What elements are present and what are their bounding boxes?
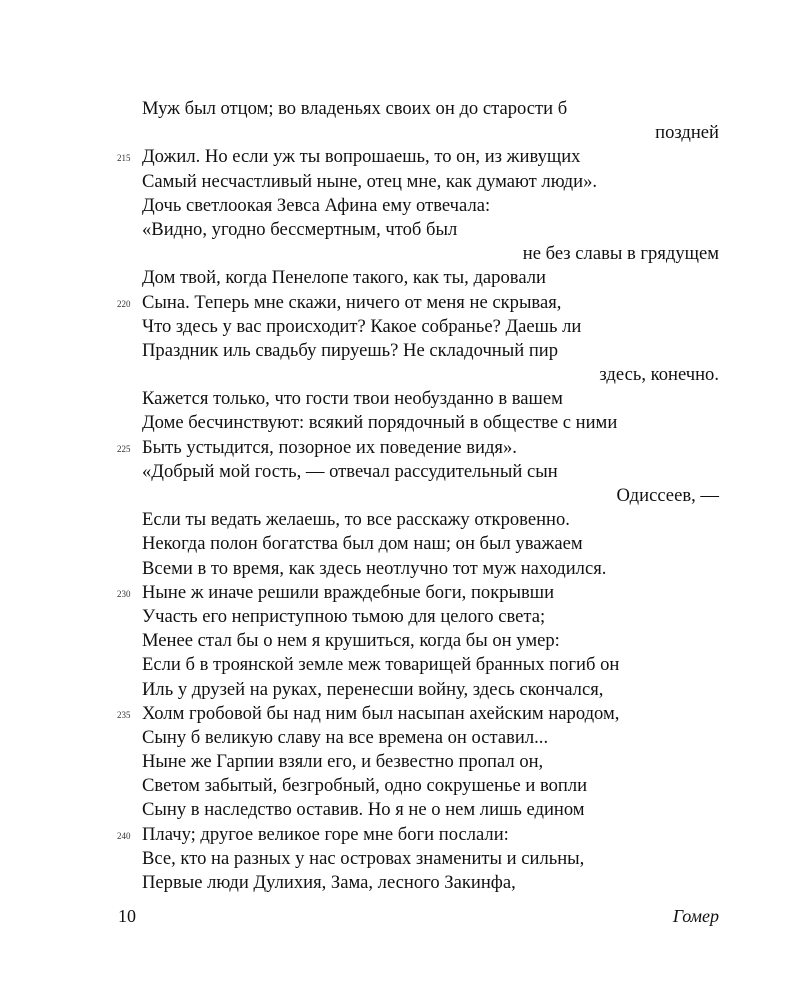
verse-line xyxy=(0,871,800,895)
verse-line xyxy=(0,460,800,484)
verse-line xyxy=(0,508,800,532)
verse-line xyxy=(0,823,800,847)
verse-text: Некогда полон богатства был дом наш; он был уважаем xyxy=(142,533,583,555)
verse-line xyxy=(0,750,800,774)
verse-text: здесь, конечно. xyxy=(599,364,719,386)
verse-line xyxy=(0,218,800,242)
verse-line xyxy=(0,436,800,460)
verse-text: Дожил. Но если уж ты вопрошаешь, то он, из живущих xyxy=(142,146,581,168)
line-number: 220 xyxy=(117,298,131,309)
verse-text: Первые люди Дулихия, Зама, лесного Закинфа, xyxy=(142,872,516,893)
verse-line xyxy=(0,411,800,435)
verse-text: Быть устыдится, позорное их поведение видя». xyxy=(142,436,517,458)
verse-text: Участь его неприступною тьмою для целого света; xyxy=(142,605,546,627)
verse-line xyxy=(0,170,800,194)
verse-line xyxy=(0,315,800,339)
running-head: Гомер xyxy=(672,906,719,926)
verse-line xyxy=(0,339,800,363)
verse-text: Если б в троянской земле меж товарищей бранных погиб он xyxy=(142,654,620,676)
verse-text: Что здесь у вас происходит? Какое собранье? Даешь ли xyxy=(142,315,582,337)
verse-text: Дочь светлоокая Зевса Афина ему отвечала: xyxy=(142,194,491,216)
verse-text: Ныне ж иначе решили враждебные боги, покрывши xyxy=(142,581,555,603)
verse-text: Плачу; другое великое горе мне боги послали: xyxy=(142,823,509,845)
page-number: 10 xyxy=(118,906,136,926)
verse-text: Доме бесчинствуют: всякий порядочный в обществе с ними xyxy=(142,412,618,434)
verse-line xyxy=(0,387,800,411)
verse-text: Светом забытый, безгробный, одно сокрушенье и вопли xyxy=(142,775,588,797)
verse-line xyxy=(0,532,800,556)
verse-text: «Видно, угодно бессмертным, чтоб был xyxy=(142,218,458,240)
verse-line xyxy=(0,242,800,266)
verse-line xyxy=(0,605,800,629)
verse-line xyxy=(0,702,800,726)
poem-text xyxy=(0,97,800,895)
verse-text: Если ты ведать желаешь, то все расскажу откровенно. xyxy=(142,509,570,531)
verse-text: Всеми в то время, как здесь неотлучно тот муж находился. xyxy=(142,557,607,579)
verse-text: Ныне же Гарпии взяли его, и безвестно пропал он, xyxy=(142,751,544,773)
verse-line xyxy=(0,291,800,315)
verse-text: не без славы в грядущем xyxy=(522,243,719,265)
verse-text: «Добрый мой гость, — отвечал рассудительный сын xyxy=(142,460,558,482)
line-number: 215 xyxy=(117,153,131,164)
verse-line xyxy=(0,266,800,290)
verse-line xyxy=(0,629,800,653)
verse-text: Сыну в наследство оставив. Но я не о нем лишь едином xyxy=(142,799,585,821)
verse-text: Сыну б великую славу на все времена он оставил... xyxy=(142,726,549,748)
verse-line xyxy=(0,484,800,508)
verse-text: Самый несчастливый ныне, отец мне, как думают люди». xyxy=(142,170,598,192)
page-footer xyxy=(0,904,800,928)
verse-text: Праздник иль свадьбу пируешь? Не складочный пир xyxy=(142,339,559,361)
verse-text: Муж был отцом; во владеньях своих он до старости б xyxy=(142,98,568,119)
line-number: 240 xyxy=(117,830,131,841)
verse-line xyxy=(0,678,800,702)
verse-text: Одиссеев, — xyxy=(616,485,719,506)
verse-line xyxy=(0,194,800,218)
verse-text: Сына. Теперь мне скажи, ничего от меня не скрывая, xyxy=(142,291,562,313)
verse-line xyxy=(0,774,800,798)
verse-text: Кажется только, что гости твои необузданно в вашем xyxy=(142,388,563,410)
verse-line xyxy=(0,847,800,871)
verse-text: поздней xyxy=(655,122,719,144)
verse-text: Иль у друзей на руках, перенесши войну, здесь скончался, xyxy=(142,678,604,700)
verse-line xyxy=(0,726,800,750)
verse-line xyxy=(0,798,800,822)
line-number: 225 xyxy=(117,443,131,454)
verse-line xyxy=(0,653,800,677)
line-number: 235 xyxy=(117,709,131,720)
verse-line xyxy=(0,97,800,121)
line-number: 230 xyxy=(117,588,131,599)
verse-text: Холм гробовой бы над ним был насыпан ахейским народом, xyxy=(142,702,620,724)
verse-line xyxy=(0,581,800,605)
verse-line xyxy=(0,363,800,387)
verse-text: Все, кто на разных у нас островах знамениты и сильны, xyxy=(142,847,585,869)
verse-line xyxy=(0,145,800,169)
verse-text: Менее стал бы о нем я крушиться, когда бы он умер: xyxy=(142,630,560,652)
verse-text: Дом твой, когда Пенелопе такого, как ты, даровали xyxy=(142,267,546,289)
verse-line xyxy=(0,121,800,145)
verse-line xyxy=(0,557,800,581)
